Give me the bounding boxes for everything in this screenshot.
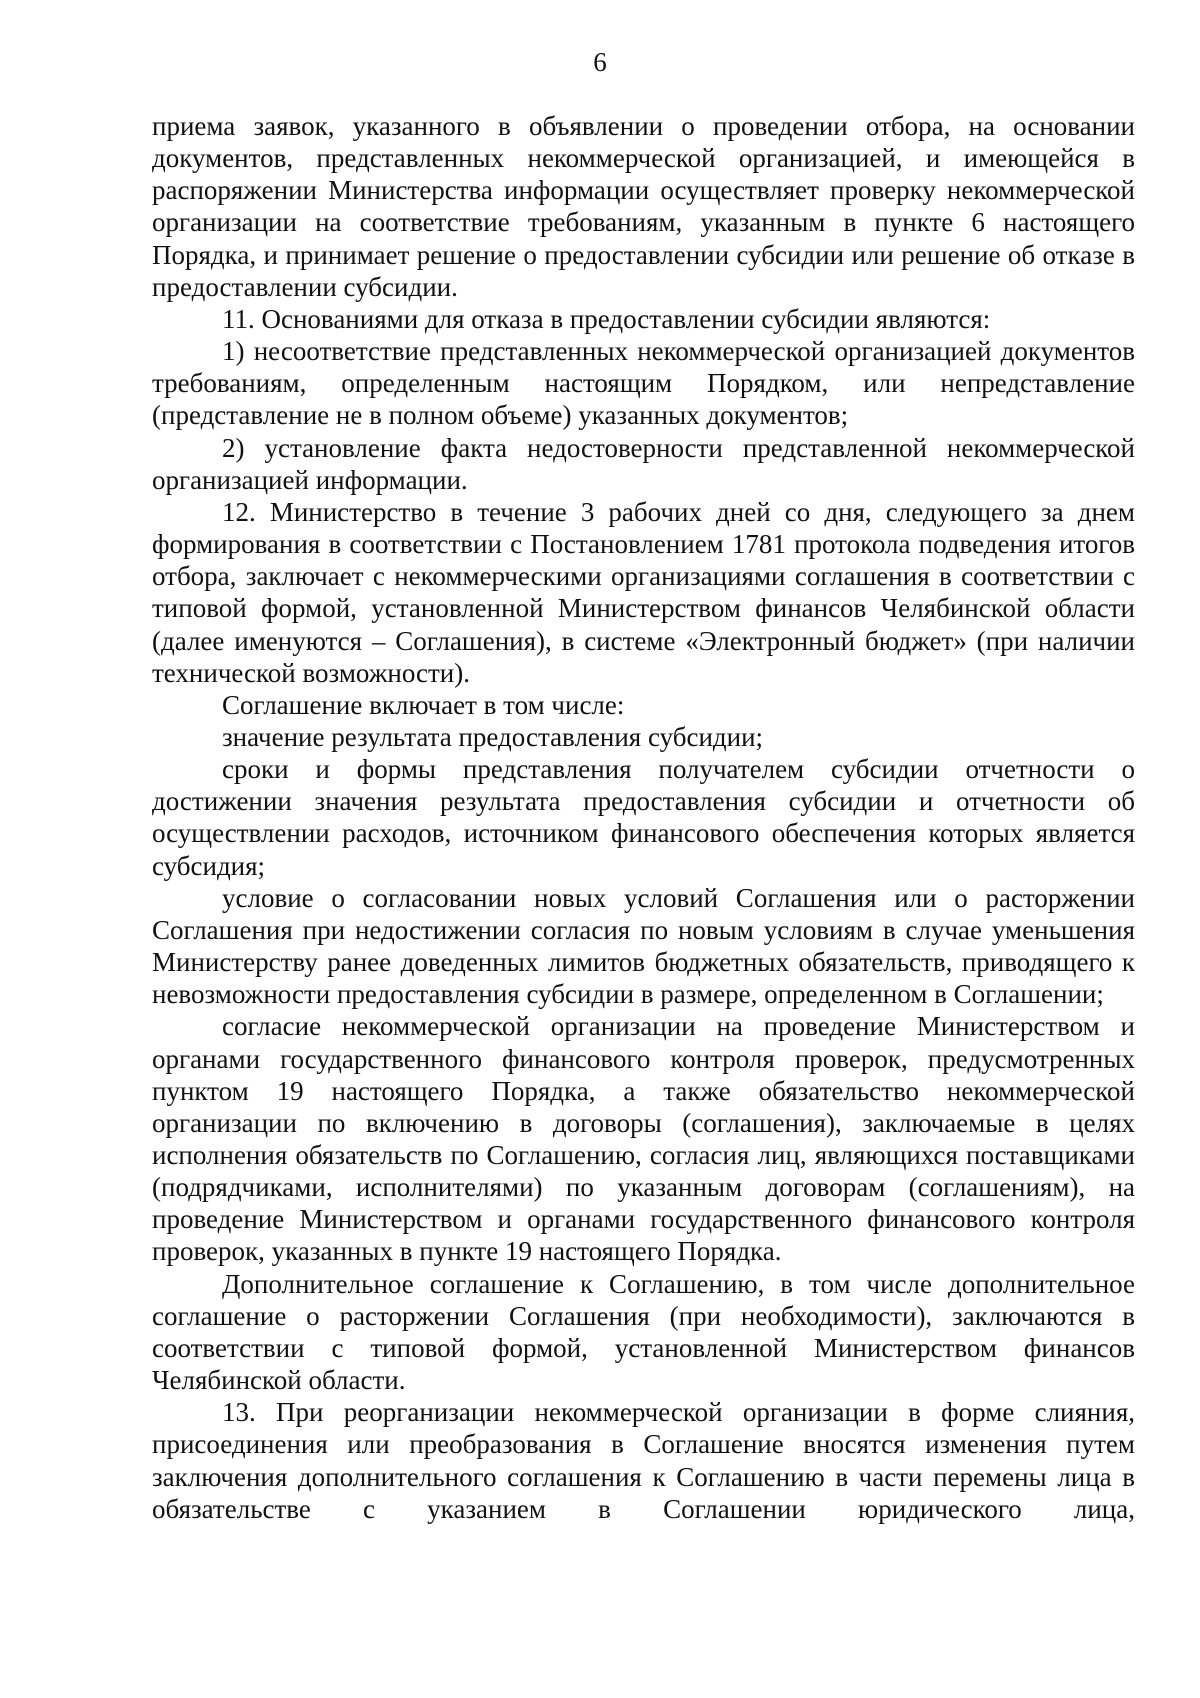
document-body	[152, 110, 1135, 1525]
paragraph-subitem-1: 1) несоответствие представленных некоммерческой организацией документов требованиям, определенным настоящим Порядком, или непредставление (представление не в полном объеме) указанных документов;	[152, 336, 1135, 431]
paragraph-item-12: 12. Министерство в течение 3 рабочих дней со дня, следующего за днем формирования в соответствии с Постановлением 1781 протокола подведения итогов отбора, заключает с некоммерческими организациями соглашения в соответствии с типовой формой, установленной Министерством финансов Челябинской области (далее именуются – Соглашения), в системе «Электронный бюджет» (при наличии технической возможности).	[152, 496, 1135, 688]
paragraph-additional-agreement: Дополнительное соглашение к Соглашению, в том числе дополнительное соглашение о расторжении Соглашения (при необходимости), заключаются в соответствии с типовой формой, установленной Министерством финансов Челябинской области.	[152, 1268, 1135, 1396]
paragraph-result-value: значение результата предоставления субсидии;	[222, 721, 764, 752]
paragraph-new-conditions: условие о согласовании новых условий Соглашения или о расторжении Соглашения при недостижении согласия по новым условиям в случае уменьшения Министерству ранее доведенных лимитов бюджетных обязательств, приводящего к невозможности предоставления субсидии в размере, определенном в Соглашении;	[152, 882, 1135, 1010]
paragraph-reporting-terms: сроки и формы представления получателем субсидии отчетности о достижении значения результата предоставления субсидии и отчетности об осуществлении расходов, источником финансового обеспечения которых является субсидия;	[152, 754, 1135, 881]
paragraph-continuation: приема заявок, указанного в объявлении о проведении отбора, на основании документов, представленных некоммерческой организацией, и имеющейся в распоряжении Министерства информации осуществляет проверку некоммерческой организации на соответствие требованиям, указанным в пункте 6 настоящего Порядка, и принимает решение о предоставлении субсидии или решение об отказе в предоставлении субсидии.	[152, 111, 1135, 302]
page-number: 6	[593, 47, 607, 77]
paragraph-consent-inspections: согласие некоммерческой организации на проведение Министерством и органами государственного финансового контроля проверок, предусмотренных пунктом 19 настоящего Порядка, а также обязательство некоммерческой организации по включению в договоры (соглашения), заключаемые в целях исполнения обязательств по Соглашению, согласия лиц, являющихся поставщиками (подрядчиками, исполнителями) по указанным договорам (соглашениям), на проведение Министерством и органами государственного финансового контроля проверок, указанных в пункте 19 настоящего Порядка.	[152, 1011, 1135, 1267]
paragraph-item-11: 11. Основаниями для отказа в предоставлении субсидии являются:	[222, 303, 991, 334]
paragraph-subitem-2: 2) установление факта недостоверности представленной некоммерческой организацией информации.	[152, 432, 1135, 495]
paragraph-item-13: 13. При реорганизации некоммерческой организации в форме слияния, присоединения или преобразования в Соглашение вносятся изменения путем заключения дополнительного соглашения к Соглашению в части перемены лица в обязательстве с указанием в Соглашении юридического лица,	[152, 1397, 1135, 1524]
paragraph-agreement-includes: Соглашение включает в том числе:	[222, 689, 625, 720]
